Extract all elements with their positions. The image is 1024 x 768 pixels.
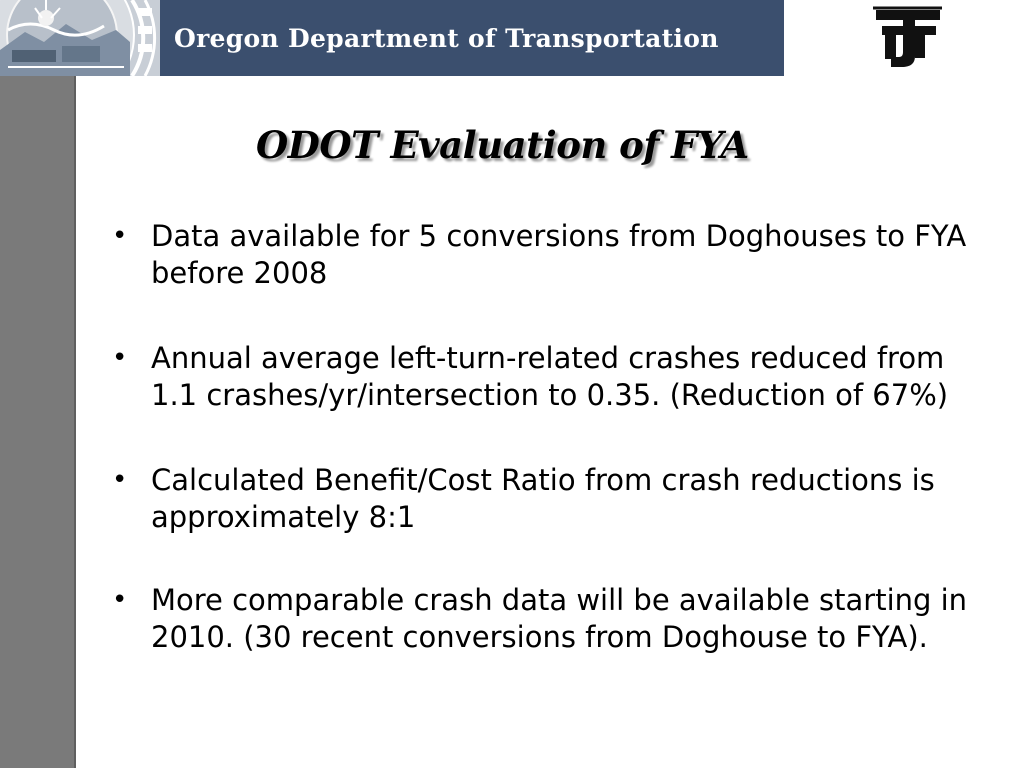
odot-logo-icon — [868, 4, 946, 70]
state-seal-icon — [0, 0, 160, 76]
bullet-item — [110, 582, 990, 656]
slide-title: ODOT Evaluation of FYA — [256, 123, 749, 167]
bullet-text: Annual average left-turn-related crashes reduced from 1.1 crashes/yr/intersection to 0.35. (Reduction of 67%) — [151, 341, 949, 412]
bullet-symbol: • — [112, 343, 128, 373]
bullet-text: More comparable crash data will be available starting in 2010. (30 recent conversions from Doghouse to FYA). — [151, 583, 968, 654]
agency-name: Oregon Department of Transportation — [174, 24, 719, 53]
bullet-symbol: • — [112, 465, 128, 495]
bullet-item — [110, 218, 990, 292]
bullet-list — [110, 218, 990, 704]
bullet-item — [110, 340, 990, 414]
bullet-symbol: • — [112, 585, 128, 615]
bullet-item — [110, 462, 990, 536]
left-side-bar — [0, 76, 76, 768]
bullet-text: Data available for 5 conversions from Doghouses to FYA before 2008 — [151, 219, 967, 290]
bullet-symbol: • — [112, 221, 128, 251]
header-banner — [0, 0, 784, 76]
bullet-text: Calculated Benefit/Cost Ratio from crash reductions is approximately 8:1 — [151, 463, 935, 534]
